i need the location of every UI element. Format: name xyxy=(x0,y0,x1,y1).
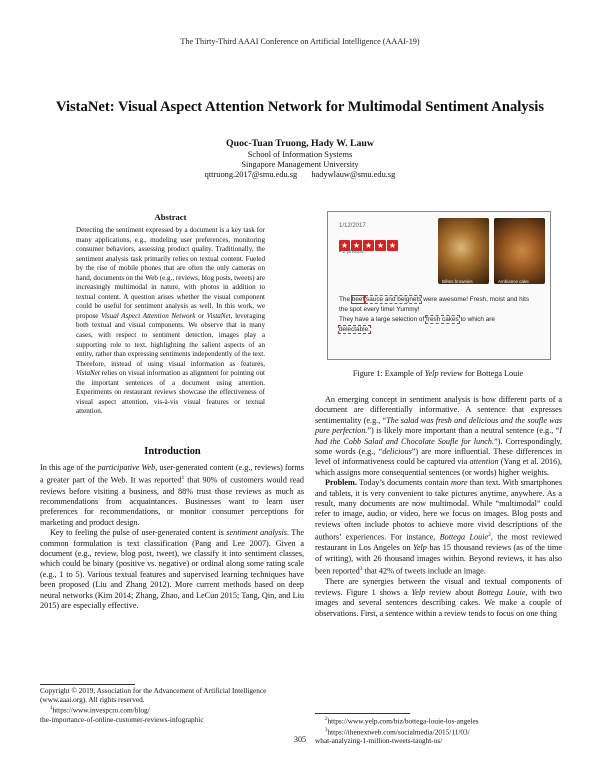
right-column-body xyxy=(315,395,562,619)
footnote-rule-right xyxy=(315,713,410,714)
review-photo-2 xyxy=(494,218,545,284)
review-sentence-2: They have a large selection of fresh cakes to which are delectable. xyxy=(339,316,495,333)
abstract-heading: Abstract xyxy=(154,212,187,222)
intro-paragraph-1: In this age of the participative Web, user-generated content (e.g., reviews) forms a greater part of the Web. It was reported$^1$ that 90% of customers would read reviews before visiting a business, and 88% trust those reviews as much as recommendations from acquaintances. Businesses want to learn user preferences for recommendations, or monitor consumer perceptions for marketing and product design. xyxy=(40,463,304,527)
star-icon: ★ xyxy=(388,241,397,250)
footnote-3-cont: what-analyzing-1-million-tweets-taught-us/ xyxy=(315,736,443,746)
review-date: 1/12/2017 xyxy=(339,223,366,229)
footnote-1: $^1$https://www.invespcro.com/blog/ xyxy=(50,705,150,715)
email-truong: qttruong.2017@smu.edu.sg xyxy=(204,170,298,179)
introduction-body xyxy=(40,463,304,611)
introduction-heading: Introduction xyxy=(144,446,201,457)
footnotes-left xyxy=(40,686,305,724)
photos-count: ▪ 2 photos xyxy=(339,249,364,255)
paper-title: VistaNet: Visual Aspect Attention Network for Multimodal Sentiment Analysis xyxy=(55,99,545,115)
review-photo-1 xyxy=(438,218,489,284)
page-number: 305 xyxy=(293,735,307,744)
star-icon: ★ xyxy=(364,241,373,250)
abstract-body: Detecting the sentiment expressed by a document is a key task for many applications, e.g., modeling user preferences, monitoring consumer behaviors, assessing product quality. Traditionally, the sentiment analysis task primarily relies on textual content. Fueled by the rise of mobile phones that are often the only cameras on hand, documents on the Web (e.g., reviews, blog posts, tweets) are increasingly multimodal in nature, with photos in addition to textual content. A question arises whether the visual component could be useful for sentiment analysis as well. In this work, we propose Visual Aspect Attention Network or VistaNet, leveraging both textual and visual components. We observe that in many cases, with respect to sentiment detection, images play a supporting role to text, highlighting the salient aspects of an entity, rather than expressing sentiments independently of the text. Therefore, instead of using visual information as features, VistaNet relies on visual information as alignment for pointing out the important sentences of a document using attention. Experiments on restaurant reviews showcase the effectiveness of visual aspect attention, vis-à-vis visual features or textual attention. xyxy=(76,226,266,416)
figure-caption: Figure 1: Example of Yelp review for Bottega Louie xyxy=(352,369,524,378)
highlight-beef: beef xyxy=(351,296,365,303)
footnote-3: $^3$https://thenextweb.com/socialmedia/2015/11/03/ xyxy=(325,727,470,737)
intro-paragraph-2: Key to feeling the pulse of user-generated content is sentiment analysis. The common formulation is text classification (Pang and Lee 2007). Given a document (e.g., review, blog post, tweet), we classify it into sentiment classes, which could be binary (positive vs. negative) or ordinal along some rating scale (e.g., 1 to 5). Various textual features and supervised learning techniques have been proposed (Liu and Zhang 2012). More current methods based on deep neural networks (Kim 2014; Zhang, Zhao, and LeCun 2015; Tang, Qin, and Liu 2015) are especially effective. xyxy=(40,528,304,611)
paragraph-attention: An emerging concept in sentiment analysis is how different parts of a document are differentially informative. A sentence that expresses sentimentality (e.g., “The salad was fresh and delicious and the soufle was pure perfection.”) is likely more important than a neutral sentence (e.g., “I had the Cobb Salad and Chocolate Soufle for lunch.”). Correspondingly, some words (e.g., “delicious”) are more influential. These differences in level of informativeness could be captured via attention (Yang et al. 2016), which assigns more consequential sentences (or words) higher weights. xyxy=(315,395,562,477)
review-sentence-1: The beef sauce and beignets were awesome! Fresh, moist and hits the spot every time! Yummy! xyxy=(339,296,530,313)
footnote-2: $^2$https://www.yelp.com/biz/bottega-louie-los-angeles xyxy=(325,716,479,726)
email-lauw: hadywlauw@smu.edu.sg xyxy=(311,170,396,179)
author-emails xyxy=(0,170,600,179)
paragraph-problem: Problem. Today’s documents contain more than text. With smartphones and tablets, it is very convenient to take pictures anytime, anywhere. As a result, many documents are now multimodal. While “multimodal” could refer to image, audio, or video, here we focus on images. Blog posts and reviews often include photos to achieve more vivid descriptions of the authors’ experiences. For instance, Bottega Louie$^2$, the most reviewed restaurant in Los Angeles on Yelp has 15 thousand reviews (as of the time of writing), with 26 thousand images within. Beyond reviews, it has also been reported$^3$ that 42% of tweets include an image. xyxy=(315,478,563,576)
footnote-1-cont: the-importance-of-online-customer-reviews-infographic xyxy=(40,715,204,725)
camera-icon: ▪ xyxy=(339,249,343,255)
affiliation-university: Singapore Management University xyxy=(241,160,359,169)
highlight-sauce-beignets: sauce and beignets xyxy=(366,296,422,303)
photo-1-caption: Bêtes brownies xyxy=(442,279,473,284)
copyright-notice: Copyright © 2019, Association for the Advancement of Artificial Intelligence (www.aaai.org). All rights reserved. xyxy=(40,686,267,705)
paragraph-synergies: There are synergies between the visual and textual components of reviews. Figure 1 shows a Yelp review about Bottega Louie, with two images and several sentences describing cakes. We make a couple of observations. First, a sentence within a review tends to focus on one thing xyxy=(315,577,563,618)
star-icon: ★ xyxy=(340,241,349,250)
highlight-delectable: delectable. xyxy=(339,325,370,333)
photo-2-caption: Ambiance cake xyxy=(498,279,529,284)
figure-yelp-review xyxy=(327,211,551,360)
footnote-rule-left xyxy=(40,684,135,685)
authors: Quoc-Tuan Truong, Hady W. Lauw xyxy=(226,138,374,149)
highlight-fresh-cakes: fresh cakes xyxy=(426,316,459,323)
conference-header: The Thirty-Third AAAI Conference on Artificial Intelligence (AAAI-19) xyxy=(180,37,420,46)
star-icon: ★ xyxy=(376,241,385,250)
star-icon: ★ xyxy=(352,241,361,250)
affiliation-school: School of Information Systems xyxy=(247,150,353,159)
